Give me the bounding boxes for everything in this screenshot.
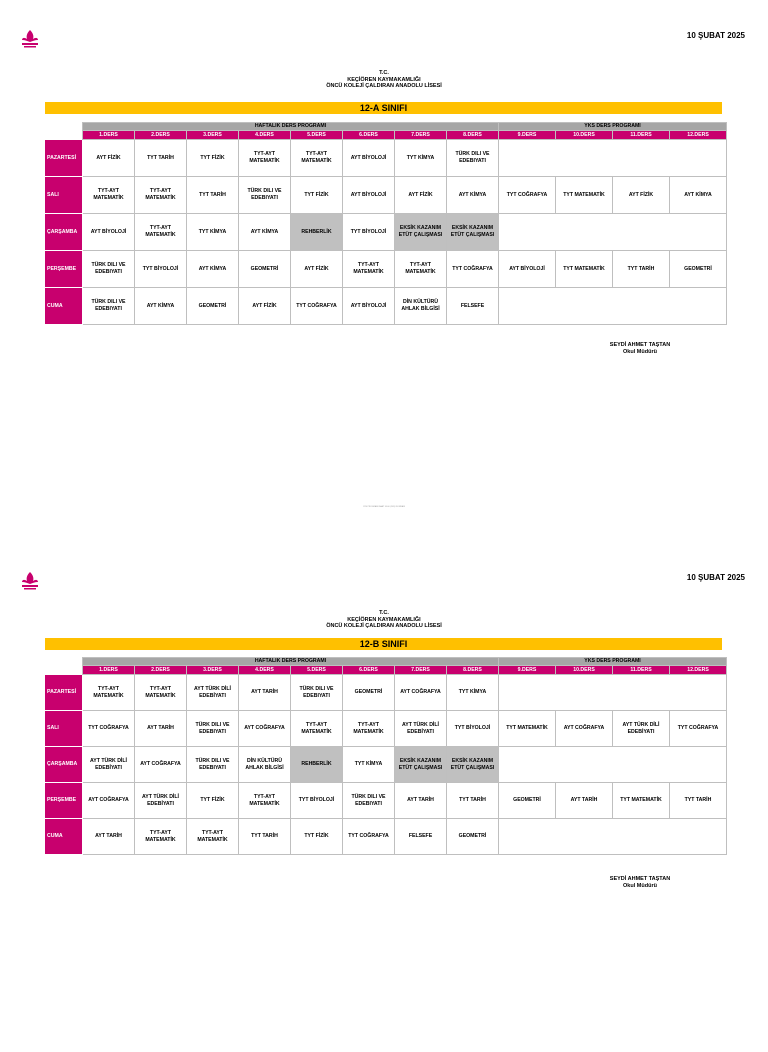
period-header: 2.DERS bbox=[135, 131, 187, 140]
day-row bbox=[45, 747, 727, 783]
period-header: 3.DERS bbox=[187, 666, 239, 675]
lesson-cell: TYT-AYT MATEMATİK bbox=[239, 140, 291, 177]
corner-cell bbox=[45, 658, 83, 666]
lesson-cell: AYT TARİH bbox=[395, 783, 447, 819]
lesson-cell: TYT FİZİK bbox=[291, 177, 343, 214]
day-row bbox=[45, 819, 727, 855]
day-label: PAZARTESİ bbox=[45, 675, 83, 711]
lesson-cell: AYT TÜRK DİLİ EDEBİYATI bbox=[613, 711, 670, 747]
period-header: 11.DERS bbox=[613, 131, 670, 140]
schedule-table bbox=[44, 657, 727, 855]
lesson-cell: TYT MATEMATİK bbox=[613, 783, 670, 819]
lesson-cell: TYT BİYOLOJİ bbox=[291, 783, 343, 819]
lesson-cell: FELSEFE bbox=[395, 819, 447, 855]
lesson-cell: AYT BİYOLOJİ bbox=[343, 177, 395, 214]
period-header: 2.DERS bbox=[135, 666, 187, 675]
lesson-cell: TÜRK DILI VE EDEBIYATI bbox=[83, 251, 135, 288]
lesson-cell: TYT TARİH bbox=[187, 177, 239, 214]
period-header: 6.DERS bbox=[343, 666, 395, 675]
lesson-cell: TYT-AYT MATEMATİK bbox=[343, 711, 395, 747]
day-label: ÇARŞAMBA bbox=[45, 747, 83, 783]
lesson-cell: TÜRK DILI VE EDEBIYATI bbox=[187, 711, 239, 747]
lesson-cell: GEOMETRİ bbox=[447, 819, 499, 855]
lesson-cell: AYT KİMYA bbox=[670, 177, 727, 214]
day-row bbox=[45, 288, 727, 325]
header-line-2: KEÇİÖREN KAYMAKAMLIĞI bbox=[347, 616, 421, 623]
lesson-cell: AYT KİMYA bbox=[447, 177, 499, 214]
signature-block bbox=[560, 876, 720, 890]
day-row bbox=[45, 783, 727, 819]
signature-block bbox=[560, 342, 720, 356]
lesson-cell: AYT KİMYA bbox=[135, 288, 187, 325]
lesson-cell: TYT-AYT MATEMATİK bbox=[291, 140, 343, 177]
institution-header bbox=[0, 610, 768, 630]
lesson-cell: TYT-AYT MATEMATİK bbox=[135, 214, 187, 251]
empty-yks-cell bbox=[499, 288, 727, 325]
lesson-cell: TYT COĞRAFYA bbox=[670, 711, 727, 747]
lesson-cell: AYT FİZİK bbox=[395, 177, 447, 214]
lesson-cell: GEOMETRİ bbox=[670, 251, 727, 288]
lesson-cell: TYT TARİH bbox=[447, 783, 499, 819]
period-header: 4.DERS bbox=[239, 131, 291, 140]
lesson-cell: AYT KİMYA bbox=[239, 214, 291, 251]
institution-header bbox=[0, 70, 768, 90]
lesson-cell: AYT COĞRAFYA bbox=[395, 675, 447, 711]
lesson-cell: TYT BİYOLOJİ bbox=[343, 214, 395, 251]
period-header: 10.DERS bbox=[556, 666, 613, 675]
period-header: 9.DERS bbox=[499, 131, 556, 140]
lesson-cell: TYT COĞRAFYA bbox=[499, 177, 556, 214]
empty-yks-cell bbox=[499, 140, 727, 177]
period-header: 8.DERS bbox=[447, 666, 499, 675]
day-row bbox=[45, 711, 727, 747]
empty-yks-cell bbox=[499, 819, 727, 855]
lesson-cell: EKSİK KAZANIM ETÜT ÇALIŞMASI bbox=[447, 747, 499, 783]
lesson-cell: TYT TARİH bbox=[670, 783, 727, 819]
header-line-1: T.C. bbox=[379, 70, 389, 76]
period-header-row bbox=[45, 666, 727, 675]
yks-program-title: YKS DERS PROGRAMI bbox=[499, 123, 727, 131]
lesson-cell: GEOMETRİ bbox=[343, 675, 395, 711]
lesson-cell: TYT KİMYA bbox=[395, 140, 447, 177]
period-header: 10.DERS bbox=[556, 131, 613, 140]
day-label: SALI bbox=[45, 177, 83, 214]
program-title-row bbox=[45, 658, 727, 666]
lesson-cell: TYT-AYT MATEMATİK bbox=[83, 675, 135, 711]
principal-name: SEYDİ AHMET TAŞTAN bbox=[609, 342, 671, 348]
day-label: PAZARTESİ bbox=[45, 140, 83, 177]
lesson-cell: REHBERLİK bbox=[291, 214, 343, 251]
weekly-program-title: HAFTALIK DERS PROGRAMI bbox=[83, 658, 499, 666]
lesson-cell: AYT FİZİK bbox=[239, 288, 291, 325]
school-logo-icon bbox=[19, 28, 41, 50]
lesson-cell: GEOMETRİ bbox=[499, 783, 556, 819]
day-row bbox=[45, 214, 727, 251]
lesson-cell: AYT BİYOLOJİ bbox=[343, 140, 395, 177]
lesson-cell: TYT-AYT MATEMATİK bbox=[239, 783, 291, 819]
corner-cell bbox=[45, 123, 83, 131]
header-line-1: T.C. bbox=[379, 610, 389, 616]
schedule-table bbox=[44, 122, 727, 325]
lesson-cell: TYT COĞRAFYA bbox=[83, 711, 135, 747]
lesson-cell: GEOMETRİ bbox=[239, 251, 291, 288]
lesson-cell: TYT KİMYA bbox=[343, 747, 395, 783]
lesson-cell: EKSİK KAZANIM ETÜT ÇALIŞMASI bbox=[395, 747, 447, 783]
day-row bbox=[45, 675, 727, 711]
lesson-cell: TYT-AYT MATEMATİK bbox=[135, 819, 187, 855]
lesson-cell: TYT MATEMATİK bbox=[556, 251, 613, 288]
program-title-row bbox=[45, 123, 727, 131]
lesson-cell: AYT TÜRK DİLİ EDEBİYATI bbox=[83, 747, 135, 783]
lesson-cell: DİN KÜLTÜRÜ AHLAK BİLGİSİ bbox=[239, 747, 291, 783]
lesson-cell: TYT COĞRAFYA bbox=[447, 251, 499, 288]
principal-title: Okul Müdürü bbox=[623, 883, 657, 889]
period-header: 11.DERS bbox=[613, 666, 670, 675]
period-header: 6.DERS bbox=[343, 131, 395, 140]
day-label: ÇARŞAMBA bbox=[45, 214, 83, 251]
period-header: 3.DERS bbox=[187, 131, 239, 140]
header-line-3: ÖNCÜ KOLEJİ ÇALDIRAN ANADOLU LİSESİ bbox=[326, 83, 442, 90]
empty-yks-cell bbox=[499, 214, 727, 251]
lesson-cell: AYT COĞRAFYA bbox=[83, 783, 135, 819]
corner-cell bbox=[45, 666, 83, 675]
header-line-3: ÖNCÜ KOLEJİ ÇALDIRAN ANADOLU LİSESİ bbox=[326, 623, 442, 630]
lesson-cell: TYT-AYT MATEMATİK bbox=[291, 711, 343, 747]
lesson-cell: TYT TARİH bbox=[239, 819, 291, 855]
day-row bbox=[45, 140, 727, 177]
lesson-cell: TYT KİMYA bbox=[447, 675, 499, 711]
lesson-cell: AYT BİYOLOJİ bbox=[343, 288, 395, 325]
lesson-cell: TYT TARİH bbox=[135, 140, 187, 177]
lesson-cell: AYT COĞRAFYA bbox=[556, 711, 613, 747]
period-header: 12.DERS bbox=[670, 131, 727, 140]
lesson-cell: REHBERLİK bbox=[291, 747, 343, 783]
footer-note: YKS PROGRAMI SAAT 16.00 ÇIKIŞ SONRASI bbox=[363, 506, 405, 508]
lesson-cell: TYT TARİH bbox=[613, 251, 670, 288]
lesson-cell: TYT-AYT MATEMATİK bbox=[343, 251, 395, 288]
day-label: SALI bbox=[45, 711, 83, 747]
header-line-2: KEÇİÖREN KAYMAKAMLIĞI bbox=[347, 76, 421, 83]
lesson-cell: TYT COĞRAFYA bbox=[291, 288, 343, 325]
lesson-cell: AYT TÜRK DİLİ EDEBİYATI bbox=[135, 783, 187, 819]
lesson-cell: TYT-AYT MATEMATİK bbox=[135, 675, 187, 711]
principal-name: SEYDİ AHMET TAŞTAN bbox=[609, 876, 671, 882]
class-title-bar: 12-A SINIFI bbox=[45, 102, 722, 114]
lesson-cell: TYT BİYOLOJİ bbox=[447, 711, 499, 747]
lesson-cell: AYT TÜRK DİLİ EDEBİYATI bbox=[187, 675, 239, 711]
class-title-bar: 12-B SINIFI bbox=[45, 638, 722, 650]
lesson-cell: TYT-AYT MATEMATİK bbox=[83, 177, 135, 214]
period-header: 1.DERS bbox=[83, 131, 135, 140]
empty-yks-cell bbox=[499, 747, 727, 783]
lesson-cell: AYT FİZİK bbox=[83, 140, 135, 177]
lesson-cell: AYT COĞRAFYA bbox=[239, 711, 291, 747]
period-header: 12.DERS bbox=[670, 666, 727, 675]
yks-program-title: YKS DERS PROGRAMI bbox=[499, 658, 727, 666]
period-header: 8.DERS bbox=[447, 131, 499, 140]
lesson-cell: AYT TARİH bbox=[135, 711, 187, 747]
lesson-cell: TÜRK DILI VE EDEBIYATI bbox=[239, 177, 291, 214]
lesson-cell: TYT BİYOLOJİ bbox=[135, 251, 187, 288]
lesson-cell: DİN KÜLTÜRÜ AHLAK BİLGİSİ bbox=[395, 288, 447, 325]
school-logo-icon bbox=[19, 570, 41, 592]
day-row bbox=[45, 251, 727, 288]
lesson-cell: TYT-AYT MATEMATİK bbox=[395, 251, 447, 288]
lesson-cell: TYT FİZİK bbox=[187, 783, 239, 819]
period-header: 1.DERS bbox=[83, 666, 135, 675]
day-label: CUMA bbox=[45, 819, 83, 855]
lesson-cell: TYT MATEMATİK bbox=[556, 177, 613, 214]
lesson-cell: TYT-AYT MATEMATİK bbox=[187, 819, 239, 855]
lesson-cell: AYT BİYOLOJİ bbox=[83, 214, 135, 251]
period-header: 5.DERS bbox=[291, 666, 343, 675]
document-date: 10 ŞUBAT 2025 bbox=[686, 573, 745, 582]
period-header: 4.DERS bbox=[239, 666, 291, 675]
corner-cell bbox=[45, 131, 83, 140]
schedule-page-12a bbox=[0, 0, 768, 512]
lesson-cell: TYT KİMYA bbox=[187, 214, 239, 251]
lesson-cell: AYT TÜRK DİLİ EDEBİYATI bbox=[395, 711, 447, 747]
document-date: 10 ŞUBAT 2025 bbox=[686, 31, 745, 40]
lesson-cell: AYT TARİH bbox=[239, 675, 291, 711]
lesson-cell: TÜRK DILI VE EDEBIYATI bbox=[83, 288, 135, 325]
lesson-cell: AYT TARİH bbox=[83, 819, 135, 855]
day-label: PERŞEMBE bbox=[45, 783, 83, 819]
weekly-program-title: HAFTALIK DERS PROGRAMI bbox=[83, 123, 499, 131]
lesson-cell: TÜRK DILI VE EDEBIYATI bbox=[291, 675, 343, 711]
lesson-cell: EKSİK KAZANIM ETÜT ÇALIŞMASI bbox=[447, 214, 499, 251]
period-header: 7.DERS bbox=[395, 131, 447, 140]
schedule-page-12b bbox=[0, 540, 768, 1052]
lesson-cell: GEOMETRİ bbox=[187, 288, 239, 325]
lesson-cell: TYT FİZİK bbox=[187, 140, 239, 177]
lesson-cell: TÜRK DILI VE EDEBIYATI bbox=[447, 140, 499, 177]
principal-title: Okul Müdürü bbox=[623, 349, 657, 355]
empty-yks-cell bbox=[499, 675, 727, 711]
period-header-row bbox=[45, 131, 727, 140]
day-label: PERŞEMBE bbox=[45, 251, 83, 288]
lesson-cell: TYT-AYT MATEMATİK bbox=[135, 177, 187, 214]
lesson-cell: AYT TARİH bbox=[556, 783, 613, 819]
day-row bbox=[45, 177, 727, 214]
period-header: 9.DERS bbox=[499, 666, 556, 675]
lesson-cell: TÜRK DILI VE EDEBIYATI bbox=[187, 747, 239, 783]
lesson-cell: EKSİK KAZANIM ETÜT ÇALIŞMASI bbox=[395, 214, 447, 251]
lesson-cell: AYT COĞRAFYA bbox=[135, 747, 187, 783]
period-header: 7.DERS bbox=[395, 666, 447, 675]
lesson-cell: TYT COĞRAFYA bbox=[343, 819, 395, 855]
lesson-cell: FELSEFE bbox=[447, 288, 499, 325]
lesson-cell: TYT MATEMATİK bbox=[499, 711, 556, 747]
lesson-cell: AYT FİZİK bbox=[291, 251, 343, 288]
lesson-cell: AYT KİMYA bbox=[187, 251, 239, 288]
lesson-cell: AYT FİZİK bbox=[613, 177, 670, 214]
period-header: 5.DERS bbox=[291, 131, 343, 140]
lesson-cell: TÜRK DILI VE EDEBIYATI bbox=[343, 783, 395, 819]
lesson-cell: AYT BİYOLOJİ bbox=[499, 251, 556, 288]
day-label: CUMA bbox=[45, 288, 83, 325]
lesson-cell: TYT FİZİK bbox=[291, 819, 343, 855]
